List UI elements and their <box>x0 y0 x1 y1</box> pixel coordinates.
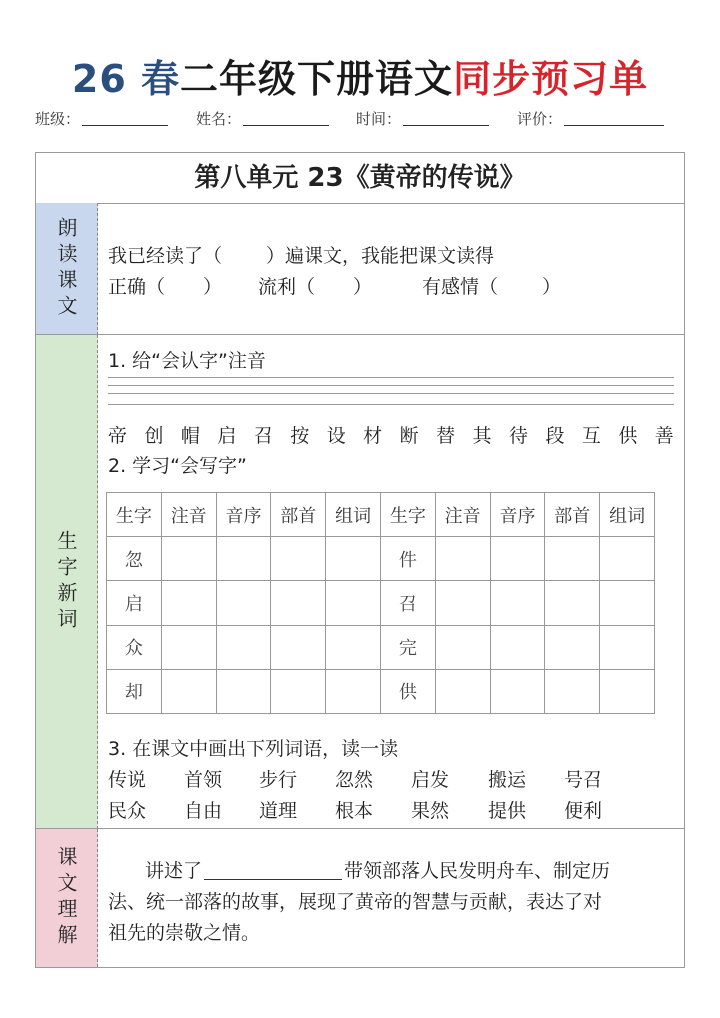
input-cell[interactable] <box>545 581 600 625</box>
title-part-3: 同步预习单 <box>453 57 649 101</box>
table-row <box>107 669 655 713</box>
time-blank[interactable] <box>403 109 489 126</box>
char: 帝 <box>108 425 128 447</box>
name-blank[interactable] <box>243 109 329 126</box>
section-label-understanding <box>36 829 98 967</box>
input-cell[interactable] <box>490 625 545 669</box>
class-blank[interactable] <box>82 109 168 126</box>
input-cell[interactable] <box>326 537 381 581</box>
word: 自由 <box>184 800 223 822</box>
char: 按 <box>290 425 310 447</box>
char-cell: 众 <box>107 625 162 669</box>
char: 材 <box>363 425 383 447</box>
input-cell[interactable] <box>490 669 545 713</box>
table-header: 组词 <box>326 493 381 537</box>
input-cell[interactable] <box>271 537 326 581</box>
understanding-line-3: 祖先的崇敬之情。 <box>108 922 261 944</box>
rating-blank[interactable] <box>564 109 664 126</box>
table-header: 部首 <box>545 493 600 537</box>
class-field[interactable] <box>35 108 168 129</box>
input-cell[interactable] <box>435 669 490 713</box>
rating-field[interactable] <box>517 108 664 129</box>
char: 其 <box>472 425 492 447</box>
char: 互 <box>581 425 601 447</box>
new-words-label-text: 生字新词 <box>54 529 78 634</box>
understanding-line-2: 法、统一部落的故事，展现了黄帝的智慧与贡献，表达了对 <box>108 891 603 913</box>
word: 传说 <box>108 769 147 791</box>
table-header: 部首 <box>271 493 326 537</box>
page-title <box>0 48 720 103</box>
input-cell[interactable] <box>435 581 490 625</box>
word: 民众 <box>108 800 147 822</box>
char: 段 <box>545 425 565 447</box>
input-cell[interactable] <box>545 537 600 581</box>
answer-blank[interactable] <box>204 861 342 880</box>
time-label: 时间： <box>356 110 402 128</box>
input-cell[interactable] <box>490 537 545 581</box>
word: 号召 <box>564 769 603 791</box>
recognize-characters <box>108 421 674 448</box>
input-cell[interactable] <box>271 581 326 625</box>
understanding-line-1 <box>145 856 610 883</box>
task-2-heading: 2. 学习“会写字” <box>108 455 247 477</box>
title-part-2: 二年级下册语文 <box>180 57 454 101</box>
rating-label: 评价： <box>517 110 563 128</box>
word: 便利 <box>564 800 603 822</box>
char-cell: 启 <box>107 581 162 625</box>
input-cell[interactable] <box>161 625 216 669</box>
char: 创 <box>144 425 164 447</box>
table-header: 生字 <box>107 493 162 537</box>
table-header: 注音 <box>435 493 490 537</box>
table-header: 生字 <box>380 493 435 537</box>
section-divider <box>98 828 684 829</box>
table-row <box>107 537 655 581</box>
reading-text-b: ）遍课文，我能把课文读得 <box>266 245 495 267</box>
input-cell[interactable] <box>435 537 490 581</box>
input-cell[interactable] <box>161 669 216 713</box>
input-cell[interactable] <box>600 537 655 581</box>
reading-options <box>108 272 222 299</box>
option-fluent: 流利（ <box>258 276 316 298</box>
input-cell[interactable] <box>435 625 490 669</box>
task-3-heading: 3. 在课文中画出下列词语，读一读 <box>108 738 399 760</box>
char-cell: 完 <box>380 625 435 669</box>
input-cell[interactable] <box>600 625 655 669</box>
input-cell[interactable] <box>271 669 326 713</box>
table-row <box>107 581 655 625</box>
table-header: 音序 <box>216 493 271 537</box>
time-field[interactable] <box>356 108 489 129</box>
input-cell[interactable] <box>326 669 381 713</box>
info-line <box>35 108 685 132</box>
char-cell: 件 <box>380 537 435 581</box>
understanding-text-1: 带领部落人民发明舟车、制定历 <box>344 860 611 882</box>
reading-label-text: 朗读课文 <box>54 216 78 321</box>
input-cell[interactable] <box>600 669 655 713</box>
understanding-label-text: 课文理解 <box>54 846 78 950</box>
input-cell[interactable] <box>326 581 381 625</box>
char-cell: 却 <box>107 669 162 713</box>
section-label-new-words <box>36 335 98 829</box>
input-cell[interactable] <box>326 625 381 669</box>
char-cell: 忽 <box>107 537 162 581</box>
char: 启 <box>217 425 237 447</box>
table-header: 组词 <box>600 493 655 537</box>
char: 善 <box>654 425 674 447</box>
input-cell[interactable] <box>600 581 655 625</box>
writing-table <box>106 492 655 714</box>
word: 启发 <box>411 769 450 791</box>
unit-title: 第八单元 23《黄帝的传说》 <box>36 153 684 204</box>
option-correct-close: ） <box>203 276 223 298</box>
char: 帽 <box>180 425 200 447</box>
char: 断 <box>399 425 419 447</box>
word: 搬运 <box>488 769 527 791</box>
word: 步行 <box>259 769 298 791</box>
input-cell[interactable] <box>545 625 600 669</box>
section-label-reading <box>36 203 98 335</box>
char-cell: 召 <box>380 581 435 625</box>
input-cell[interactable] <box>216 625 271 669</box>
word: 忽然 <box>335 769 374 791</box>
pinyin-line <box>108 377 674 378</box>
option-correct: 正确（ <box>108 276 166 298</box>
char: 替 <box>436 425 456 447</box>
reading-option-emotion <box>422 272 561 299</box>
understanding-prefix: 讲述了 <box>145 860 203 882</box>
input-cell[interactable] <box>216 669 271 713</box>
char: 待 <box>508 425 528 447</box>
char-cell: 供 <box>380 669 435 713</box>
name-field[interactable] <box>196 108 329 129</box>
char: 召 <box>253 425 273 447</box>
class-label: 班级： <box>35 110 81 128</box>
input-cell[interactable] <box>216 537 271 581</box>
word: 道理 <box>259 800 298 822</box>
option-emotion: 有感情（ <box>422 276 499 298</box>
input-cell[interactable] <box>271 625 326 669</box>
input-cell[interactable] <box>490 581 545 625</box>
input-cell[interactable] <box>545 669 600 713</box>
name-label: 姓名： <box>196 110 242 128</box>
input-cell[interactable] <box>216 581 271 625</box>
table-header: 音序 <box>490 493 545 537</box>
option-fluent-close: ） <box>353 276 373 298</box>
char: 供 <box>618 425 638 447</box>
reading-line-1 <box>108 241 494 268</box>
table-header: 注音 <box>161 493 216 537</box>
table-row <box>107 625 655 669</box>
task-1-heading: 1. 给“会认字”注音 <box>108 350 266 372</box>
char: 设 <box>326 425 346 447</box>
title-part-1: 26 春 <box>71 57 181 101</box>
word: 首领 <box>184 769 223 791</box>
pinyin-line <box>108 393 674 394</box>
word: 根本 <box>335 800 374 822</box>
input-cell[interactable] <box>161 581 216 625</box>
section-divider <box>98 334 684 335</box>
reading-option-fluent <box>258 272 372 299</box>
pinyin-line <box>108 385 674 386</box>
pinyin-line <box>108 404 674 405</box>
option-emotion-close: ） <box>542 276 562 298</box>
word: 果然 <box>411 800 450 822</box>
input-cell[interactable] <box>161 537 216 581</box>
table-header-row <box>107 493 655 537</box>
reading-text-a: 我已经读了（ <box>108 245 223 267</box>
word: 提供 <box>488 800 527 822</box>
